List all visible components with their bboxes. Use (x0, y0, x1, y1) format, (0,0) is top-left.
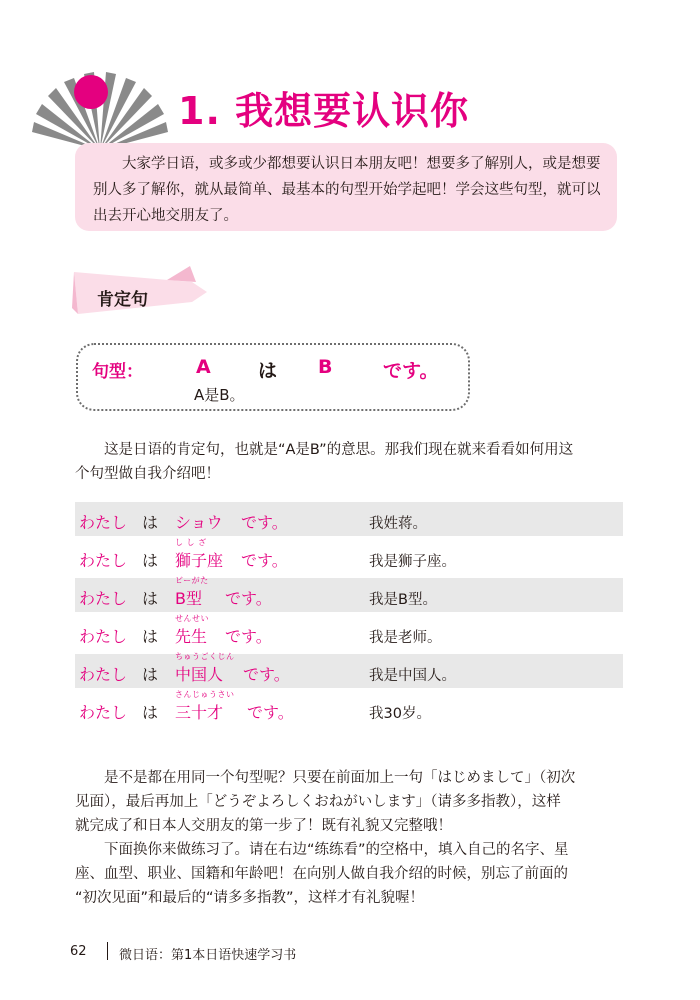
intro-text: 大家学日语，或多或少都想要认识日本朋友吧！想要多了解别人，或是想要别人多了解你，就从最简单、最基本的句型开始学起吧！学会这些句型，就可以出去开心地交朋友了。 (93, 156, 601, 224)
example-row: わたし は さんじゅうさい 三十才 です。 我30岁。 (79, 690, 431, 722)
furigana: し し ざ (175, 538, 207, 547)
page-number: 62 (70, 944, 87, 959)
pattern-wa: は (258, 360, 278, 382)
paragraph-1: 这是日语的肯定句，也就是“A是B”的意思。那我们现在就来看看如何用这 个句型做自我介绍吧！ (75, 442, 574, 482)
furigana: さんじゅうさい (175, 690, 235, 699)
book-title: 微日语：第1本日语快速学习书 (119, 948, 297, 963)
example-row: わたし は ちゅうごくじん 中国人 です。 我是中国人。 (75, 654, 623, 688)
pattern-desu: です。 (383, 360, 439, 382)
example-row: わたし は ショウ です。 我姓蒋。 (75, 502, 623, 536)
footer-divider (107, 942, 108, 960)
section-title: 1. 我想要认识你 (178, 89, 470, 133)
furigana: ちゅうごくじん (175, 652, 235, 661)
example-row: わたし は し し ざ 獅子座 です。 我是狮子座。 (79, 538, 456, 570)
example-row: わたし は せんせい 先生 です。 我是老师。 (79, 614, 442, 646)
subheading: 肯定句 (97, 290, 148, 310)
furigana: せんせい (175, 614, 209, 623)
pattern-a: A (196, 356, 211, 378)
example-row: わたし は ビーがた B型 です。 我是B型。 (75, 578, 623, 612)
pattern-label: 句型： (92, 362, 143, 382)
furigana: ビーがた (175, 576, 209, 585)
paragraph-2: 是不是都在用同一个句型呢？只要在前面加上一句「はじめまして」（初次 见面），最后再加上「どうぞよろしくおねがいします」（请多多指教），这样 就完成了和日本人交朋友的第一步了！既有礼貌又完整哦！ (75, 770, 576, 834)
paragraph-3: 下面换你来做练习了。请在右边“练练看”的空格中，填入自己的名字、星 座、血型、职业、国籍和年龄吧！在向别人做自我介绍的时候，别忘了前面的 “初次见面”和最后的“请多多指教”，这样才有礼貌喔！ (75, 842, 569, 906)
intro-box (75, 143, 617, 231)
pattern-meaning: A是B。 (194, 386, 245, 404)
pattern-b: B (318, 356, 333, 378)
